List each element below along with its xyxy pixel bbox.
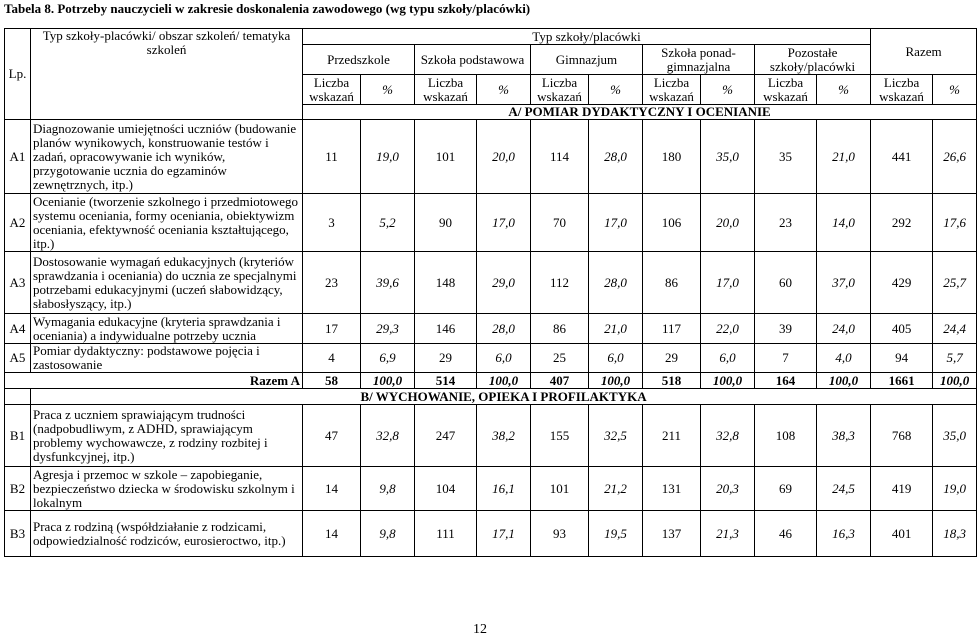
table-row — [5, 120, 977, 194]
razem-a-cell: 1661 — [871, 373, 933, 389]
count-cell: 47 — [303, 405, 361, 467]
section-b-lp-empty — [5, 389, 31, 405]
count-cell: 14 — [303, 511, 361, 557]
razem-a-cell: 514 — [415, 373, 477, 389]
pct-cell: 29,0 — [477, 252, 531, 314]
count-cell: 401 — [871, 511, 933, 557]
razem-a-cell: 100,0 — [361, 373, 415, 389]
count-cell: 104 — [415, 467, 477, 511]
pct-cell: 29,3 — [361, 314, 415, 344]
pct-cell: 32,8 — [361, 405, 415, 467]
count-cell: 101 — [415, 120, 477, 194]
table-row — [5, 314, 977, 344]
pct-cell: 25,7 — [933, 252, 977, 314]
header-group: Typ szkoły/placówki — [303, 29, 871, 45]
pct-cell: 35,0 — [933, 405, 977, 467]
needs-table — [4, 28, 977, 557]
row-lp: A5 — [5, 344, 31, 373]
pct-cell: 20,3 — [701, 467, 755, 511]
row-lp: B1 — [5, 405, 31, 467]
count-cell: 14 — [303, 467, 361, 511]
row-topic: Diagnozowanie umiejętności uczniów (budowanie planów wynikowych, konstruowanie testów i zadań, opracowywanie ich wyników, przygotowanie ucznia do egzaminów zewnętrznych, itp.) — [31, 120, 303, 194]
pct-cell: 17,1 — [477, 511, 531, 557]
count-cell: 23 — [303, 252, 361, 314]
header-count: Liczba wskazań — [415, 75, 477, 105]
razem-a-cell: 407 — [531, 373, 589, 389]
row-lp: A2 — [5, 194, 31, 252]
razem-a-label: Razem A — [5, 373, 303, 389]
pct-cell: 35,0 — [701, 120, 755, 194]
count-cell: 137 — [643, 511, 701, 557]
header-pct: % — [701, 75, 755, 105]
pct-cell: 5,7 — [933, 344, 977, 373]
count-cell: 211 — [643, 405, 701, 467]
pct-cell: 28,0 — [589, 252, 643, 314]
count-cell: 146 — [415, 314, 477, 344]
razem-a-cell: 518 — [643, 373, 701, 389]
pct-cell: 38,2 — [477, 405, 531, 467]
pct-cell: 19,0 — [361, 120, 415, 194]
pct-cell: 39,6 — [361, 252, 415, 314]
count-cell: 29 — [643, 344, 701, 373]
row-lp: A1 — [5, 120, 31, 194]
header-pct: % — [477, 75, 531, 105]
razem-a-cell: 100,0 — [701, 373, 755, 389]
pct-cell: 37,0 — [817, 252, 871, 314]
count-cell: 419 — [871, 467, 933, 511]
table-caption: Tabela 8. Potrzeby nauczycieli w zakresie doskonalenia zawodowego (wg typu szkoły/placówki) — [4, 1, 531, 16]
pct-cell: 16,3 — [817, 511, 871, 557]
count-cell: 17 — [303, 314, 361, 344]
pct-cell: 17,6 — [933, 194, 977, 252]
count-cell: 60 — [755, 252, 817, 314]
pct-cell: 6,0 — [589, 344, 643, 373]
header-pct: % — [361, 75, 415, 105]
table-row — [5, 373, 977, 389]
header-count: Liczba wskazań — [531, 75, 589, 105]
count-cell: 768 — [871, 405, 933, 467]
table-row — [5, 511, 977, 557]
pct-cell: 21,0 — [589, 314, 643, 344]
header-type-razem: Razem — [871, 29, 977, 75]
pct-cell: 28,0 — [477, 314, 531, 344]
row-lp: A3 — [5, 252, 31, 314]
header-lp: Lp. — [5, 29, 31, 120]
count-cell: 46 — [755, 511, 817, 557]
count-cell: 23 — [755, 194, 817, 252]
count-cell: 90 — [415, 194, 477, 252]
pct-cell: 20,0 — [477, 120, 531, 194]
count-cell: 111 — [415, 511, 477, 557]
pct-cell: 38,3 — [817, 405, 871, 467]
row-topic: Praca z uczniem sprawiającym trudności (nadpobudliwym, z ADHD, sprawiającym problemy wychowawcze, z rodziny rozbitej i dysfunkcyjnej, itp.) — [31, 405, 303, 467]
razem-a-cell: 58 — [303, 373, 361, 389]
pct-cell: 24,5 — [817, 467, 871, 511]
pct-cell: 21,3 — [701, 511, 755, 557]
pct-cell: 22,0 — [701, 314, 755, 344]
row-lp: B3 — [5, 511, 31, 557]
row-topic: Ocenianie (tworzenie szkolnego i przedmiotowego systemu oceniania, formy oceniania, obiektywizm oceniania, efektywność oceniania kształtującego, itp.) — [31, 194, 303, 252]
table-row — [5, 29, 977, 45]
row-topic: Agresja i przemoc w szkole – zapobieganie, bezpieczeństwo dziecka w środowisku szkolnym i lokalnym — [31, 467, 303, 511]
razem-a-cell: 164 — [755, 373, 817, 389]
row-lp: A4 — [5, 314, 31, 344]
razem-a-cell: 100,0 — [817, 373, 871, 389]
table-row — [5, 405, 977, 467]
header-type: Szkoła ponad-gimnazjalna — [643, 45, 755, 75]
count-cell: 155 — [531, 405, 589, 467]
pct-cell: 6,0 — [477, 344, 531, 373]
header-count: Liczba wskazań — [643, 75, 701, 105]
count-cell: 106 — [643, 194, 701, 252]
pct-cell: 26,6 — [933, 120, 977, 194]
count-cell: 94 — [871, 344, 933, 373]
pct-cell: 24,4 — [933, 314, 977, 344]
header-pct: % — [933, 75, 977, 105]
header-pct: % — [589, 75, 643, 105]
count-cell: 441 — [871, 120, 933, 194]
header-topic: Typ szkoły-placówki/ obszar szkoleń/ tematyka szkoleń — [31, 29, 303, 120]
count-cell: 11 — [303, 120, 361, 194]
count-cell: 86 — [643, 252, 701, 314]
header-type: Gimnazjum — [531, 45, 643, 75]
count-cell: 86 — [531, 314, 589, 344]
table-row — [5, 252, 977, 314]
pct-cell: 9,8 — [361, 511, 415, 557]
row-topic: Praca z rodziną (współdziałanie z rodzicami, odpowiedzialność rodziców, eurosieroctwo, itp.) — [31, 511, 303, 557]
count-cell: 148 — [415, 252, 477, 314]
section-b-title: B/ WYCHOWANIE, OPIEKA I PROFILAKTYKA — [31, 389, 977, 405]
count-cell: 7 — [755, 344, 817, 373]
count-cell: 3 — [303, 194, 361, 252]
header-count: Liczba wskazań — [871, 75, 933, 105]
count-cell: 39 — [755, 314, 817, 344]
pct-cell: 4,0 — [817, 344, 871, 373]
pct-cell: 21,0 — [817, 120, 871, 194]
pct-cell: 21,2 — [589, 467, 643, 511]
count-cell: 69 — [755, 467, 817, 511]
count-cell: 101 — [531, 467, 589, 511]
header-count: Liczba wskazań — [303, 75, 361, 105]
pct-cell: 17,0 — [701, 252, 755, 314]
row-topic: Dostosowanie wymagań edukacyjnych (kryteriów sprawdzania i oceniania) do ucznia ze specjalnymi potrzebami edukacyjnymi (uczeń słabowidzący, słabosłyszący, itp.) — [31, 252, 303, 314]
count-cell: 114 — [531, 120, 589, 194]
pct-cell: 17,0 — [589, 194, 643, 252]
header-type: Przedszkole — [303, 45, 415, 75]
pct-cell: 20,0 — [701, 194, 755, 252]
pct-cell: 28,0 — [589, 120, 643, 194]
pct-cell: 32,5 — [589, 405, 643, 467]
count-cell: 292 — [871, 194, 933, 252]
count-cell: 405 — [871, 314, 933, 344]
count-cell: 112 — [531, 252, 589, 314]
count-cell: 4 — [303, 344, 361, 373]
section-a-title: A/ POMIAR DYDAKTYCZNY I OCENIANIE — [303, 105, 977, 120]
page-number: 12 — [473, 622, 487, 637]
header-type: Szkoła podstawowa — [415, 45, 531, 75]
pct-cell: 32,8 — [701, 405, 755, 467]
count-cell: 131 — [643, 467, 701, 511]
table-row — [5, 467, 977, 511]
pct-cell: 19,5 — [589, 511, 643, 557]
count-cell: 429 — [871, 252, 933, 314]
header-type: Pozostałe szkoły/placówki — [755, 45, 871, 75]
count-cell: 25 — [531, 344, 589, 373]
pct-cell: 6,0 — [701, 344, 755, 373]
pct-cell: 17,0 — [477, 194, 531, 252]
count-cell: 108 — [755, 405, 817, 467]
pct-cell: 14,0 — [817, 194, 871, 252]
razem-a-cell: 100,0 — [933, 373, 977, 389]
table-row — [5, 194, 977, 252]
count-cell: 93 — [531, 511, 589, 557]
razem-a-cell: 100,0 — [477, 373, 531, 389]
pct-cell: 16,1 — [477, 467, 531, 511]
row-topic: Pomiar dydaktyczny: podstawowe pojęcia i zastosowanie — [31, 344, 303, 373]
pct-cell: 6,9 — [361, 344, 415, 373]
table-row — [5, 344, 977, 373]
count-cell: 180 — [643, 120, 701, 194]
count-cell: 29 — [415, 344, 477, 373]
pct-cell: 18,3 — [933, 511, 977, 557]
table-row — [5, 389, 977, 405]
count-cell: 117 — [643, 314, 701, 344]
count-cell: 247 — [415, 405, 477, 467]
pct-cell: 19,0 — [933, 467, 977, 511]
count-cell: 70 — [531, 194, 589, 252]
pct-cell: 5,2 — [361, 194, 415, 252]
razem-a-cell: 100,0 — [589, 373, 643, 389]
header-count: Liczba wskazań — [755, 75, 817, 105]
count-cell: 35 — [755, 120, 817, 194]
pct-cell: 9,8 — [361, 467, 415, 511]
row-topic: Wymagania edukacyjne (kryteria sprawdzania i oceniania) a indywidualne potrzeby ucznia — [31, 314, 303, 344]
pct-cell: 24,0 — [817, 314, 871, 344]
row-lp: B2 — [5, 467, 31, 511]
header-pct: % — [817, 75, 871, 105]
